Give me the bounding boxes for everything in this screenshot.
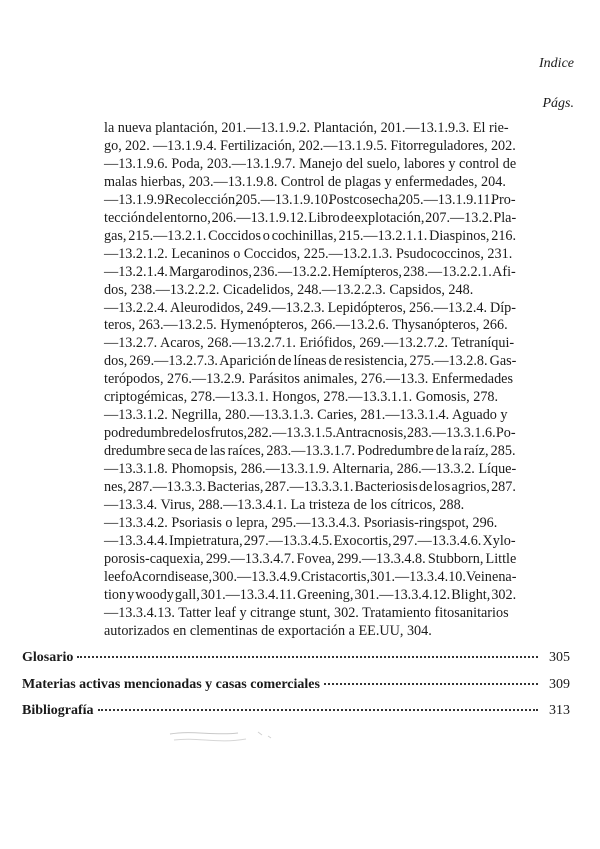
body-line: —13.2.1.2. Lecaninos o Coccidos, 225.—13.2.1.3. Psudococcinos, 231. [104, 245, 513, 262]
dot-leader [324, 683, 538, 685]
toc-entry-glosario[interactable] [22, 650, 570, 666]
body-line: tección del entorno, 206.—13.1.9.12. Libro de explotación, 207.—13.2. Pla- [104, 209, 517, 226]
body-line: malas hierbas, 203.—13.1.9.8. Control de plagas y enfermedades, 204. [104, 173, 506, 190]
body-line: criptogémicas, 278.—13.3.1. Hongos, 278.—13.3.1.1. Gomosis, 278. [104, 389, 499, 406]
body-line: —13.3.4.4. Impietratura, 297.—13.3.4.5. Exocortis, 297.—13.3.4.6. Xylo- [104, 532, 516, 549]
body-line: terópodos, 276.—13.2.9. Parásitos animales, 276.—13.3. Enfermedades [104, 371, 513, 388]
body-line: teros, 263.—13.2.5. Hymenópteros, 266.—13.2.6. Thysanópteros, 266. [104, 317, 508, 334]
body-line: la nueva plantación, 201.—13.1.9.2. Plantación, 201.—13.1.9.3. El rie- [104, 120, 509, 136]
body-line: podredumbre de los frutos, 282.—13.3.1.5. Antracnosis, 283.—13.3.1.6. Po- [104, 425, 516, 442]
body-line: —13.2.1.4. Margarodinos, 236.—13.2.2. Hemípteros, 238.—13.2.2.1. Afi- [104, 263, 516, 280]
body-line: leef o Acorn disease, 300.—13.3.4.9. Cristacortis, 301.—13.3.4.10. Vein ena- [104, 568, 517, 585]
dot-leader [98, 709, 538, 711]
body-line: dos, 269.—13.2.7.3. Aparición de líneas de resistencia, 275.—13.2.8. Gas- [104, 353, 517, 370]
body-line: gas, 215.—13.2.1. Coccidos o cochinillas, 215.—13.2.1.1. Diaspinos, 216. [104, 227, 517, 244]
body-line: dos, 238.—13.2.2.2. Cicadelidos, 248.—13.2.2.3. Capsidos, 248. [104, 281, 474, 298]
running-head: Indice [539, 56, 574, 71]
body-line: go, 202. —13.1.9.4. Fertilización, 202.—13.1.9.5. Fitorreguladores, 202. [104, 137, 516, 154]
toc-entry-title: Bibliografía [22, 703, 94, 718]
body-line: autorizados en clementinas de exportación a EE.UU, 304. [104, 622, 432, 639]
body-line: —13.1.9.9. Recolección, 205.—13.1.9.10. Postcosecha, 205.—13.1.9.11. Pro- [104, 191, 516, 208]
toc-entry-materias-activas[interactable] [22, 677, 570, 693]
body-line: —13.3.4.2. Psoriasis o lepra, 295.—13.3.4.3. Psoriasis-ringspot, 296. [104, 514, 498, 531]
index-body-text [104, 120, 516, 641]
toc-entry-page-number: 313 [549, 703, 570, 718]
body-line: dredumbre seca de las raíces, 283.—13.3.1.7. Podredumbre de la raíz, 285. [104, 443, 516, 460]
body-line: —13.3.4.13. Tatter leaf y citrange stunt, 302. Tratamiento fitosanitarios [104, 604, 509, 621]
toc-entry-page-number: 305 [549, 650, 570, 665]
body-line: —13.2.2.4. Aleurodidos, 249.—13.2.3. Lepidópteros, 256.—13.2.4. Díp- [104, 299, 516, 316]
body-line: —13.1.9.6. Poda, 203.—13.1.9.7. Manejo del suelo, labores y control de [104, 155, 517, 172]
toc-entry-page-number: 309 [549, 677, 570, 692]
body-line: —13.2.7. Acaros, 268.—13.2.7.1. Eriófidos, 269.—13.2.7.2. Tetraníqui- [104, 335, 515, 352]
body-line: porosis-caquexia, 299.—13.3.4.7. Fovea, 299.—13.3.4.8. Stubborn, Little [104, 550, 517, 567]
toc-entry-title: Materias activas mencionadas y casas comerciales [22, 677, 320, 692]
scan-smudge [168, 726, 288, 750]
body-line: —13.3.1.2. Negrilla, 280.—13.3.1.3. Caries, 281.—13.3.1.4. Aguado y [104, 407, 508, 424]
pages-column-label: Págs. [542, 96, 574, 111]
toc-entry-bibliografia[interactable] [22, 703, 570, 719]
body-line: tion y woody gall, 301.—13.3.4.11. Greening, 301.—13.3.4.12. Blight, 302. [104, 586, 517, 603]
body-line: —13.3.4. Virus, 288.—13.3.4.1. La tristeza de los cítricos, 288. [104, 497, 465, 514]
body-line: nes, 287.—13.3.3. Bacterias, 287.—13.3.3.1. Bacteriosis de los agrios, 287. [104, 479, 516, 496]
toc-entry-title: Glosario [22, 650, 74, 665]
body-line: —13.3.1.8. Phomopsis, 286.—13.3.1.9. Alternaria, 286.—13.3.2. Líque- [104, 461, 517, 478]
dot-leader [77, 656, 538, 658]
